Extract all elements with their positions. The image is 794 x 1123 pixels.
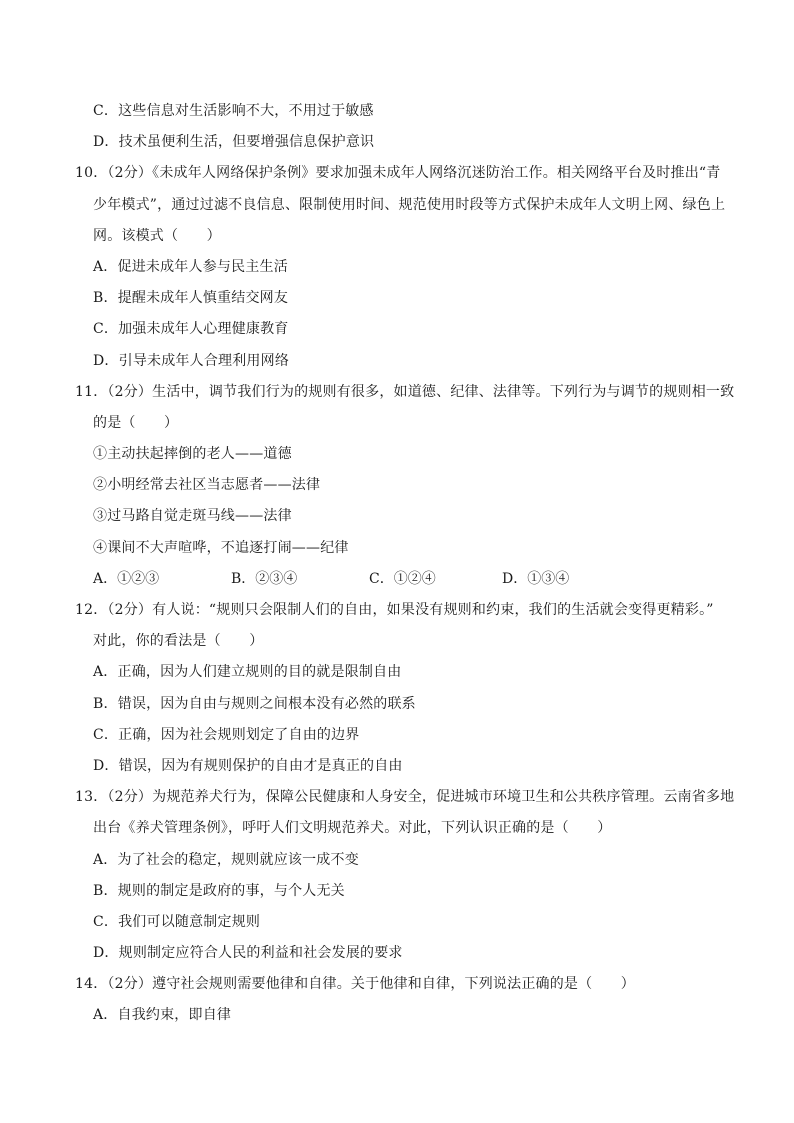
q10-stem-line2: 少年模式”，通过过滤不良信息、限制使用时间、规范使用时段等方式保护未成年人文明上网、绿色上 (93, 196, 726, 213)
q11-option-d: D．①③④ (502, 570, 570, 587)
q12-option-c: C．正确，因为社会规则划定了自由的边界 (93, 726, 360, 743)
q11-stem-line2: 的是（ ） (93, 414, 179, 431)
q13-option-a: A．为了社会的稳定，规则就应该一成不变 (93, 851, 359, 868)
q11-option-a: A．①②③ (93, 570, 160, 587)
q9-option-d: D．技术虽便利生活，但要增强信息保护意识 (93, 134, 375, 151)
q11-item-2: ②小明经常去社区当志愿者——法律 (93, 477, 321, 494)
q9-option-c: C．这些信息对生活影响不大，不用过于敏感 (93, 103, 374, 119)
q10-stem-line1: 10．（2分）《未成年人网络保护条例》要求加强未成年人网络沉迷防治工作。相关网络平台及时推出“青 (75, 165, 721, 182)
q12-stem-line2: 对此，你的看法是（ ） (93, 633, 264, 650)
q12-option-a: A．正确，因为人们建立规则的目的就是限制自由 (93, 664, 402, 681)
q13-option-c: C．我们可以随意制定规则 (93, 913, 261, 930)
q12-stem-line1: 12．（2分）有人说：“规则只会限制人们的自由，如果没有规则和约束，我们的生活就会变得更精彩。” (75, 602, 714, 618)
q12-option-d: D．错误，因为有规则保护的自由才是真正的自由 (93, 757, 403, 774)
q11-item-4: ④课间不大声喧哗，不追逐打闹——纪律 (93, 539, 349, 556)
q14-option-a: A．自我约束，即自律 (93, 1007, 232, 1024)
q11-options-row (0, 564, 794, 595)
q12-option-b: B．错误，因为自由与规则之间根本没有必然的联系 (93, 695, 416, 712)
q11-item-3: ③过马路自觉走斑马线——法律 (93, 508, 292, 525)
q10-option-c: C．加强未成年人心理健康教育 (93, 321, 289, 338)
q13-stem-line1: 13．（2分）为规范养犬行为，保障公民健康和人身安全，促进城市环境卫生和公共秩序管理。云南省多地 (75, 789, 735, 806)
q13-option-d: D．规则制定应符合人民的利益和社会发展的要求 (93, 945, 403, 962)
q11-option-b: B．②③④ (231, 570, 298, 587)
q14-stem-line1: 14．（2分）遵守社会规则需要他律和自律。关于他律和自律，下列说法正确的是（ ） (75, 976, 635, 993)
q11-stem-line1: 11．（2分）生活中，调节我们行为的规则有很多，如道德、纪律、法律等。下列行为与调节的规则相一致 (75, 383, 735, 400)
q13-option-b: B．规则的制定是政府的事，与个人无关 (93, 882, 345, 899)
q11-option-c: C．①②④ (369, 570, 436, 587)
q10-stem-line3: 网。该模式（ ） (93, 227, 221, 244)
question-list (0, 96, 794, 1032)
q10-option-b: B．提醒未成年人慎重结交网友 (93, 290, 289, 307)
q11-item-1: ①主动扶起摔倒的老人——道德 (93, 446, 292, 463)
q10-option-d: D．引导未成年人合理利用网络 (93, 352, 290, 369)
q13-stem-line2: 出台《养犬管理条例》，呼吁人们文明规范养犬。对此，下列认识正确的是（ ） (93, 820, 612, 837)
q10-option-a: A．促进未成年人参与民主生活 (93, 258, 288, 275)
